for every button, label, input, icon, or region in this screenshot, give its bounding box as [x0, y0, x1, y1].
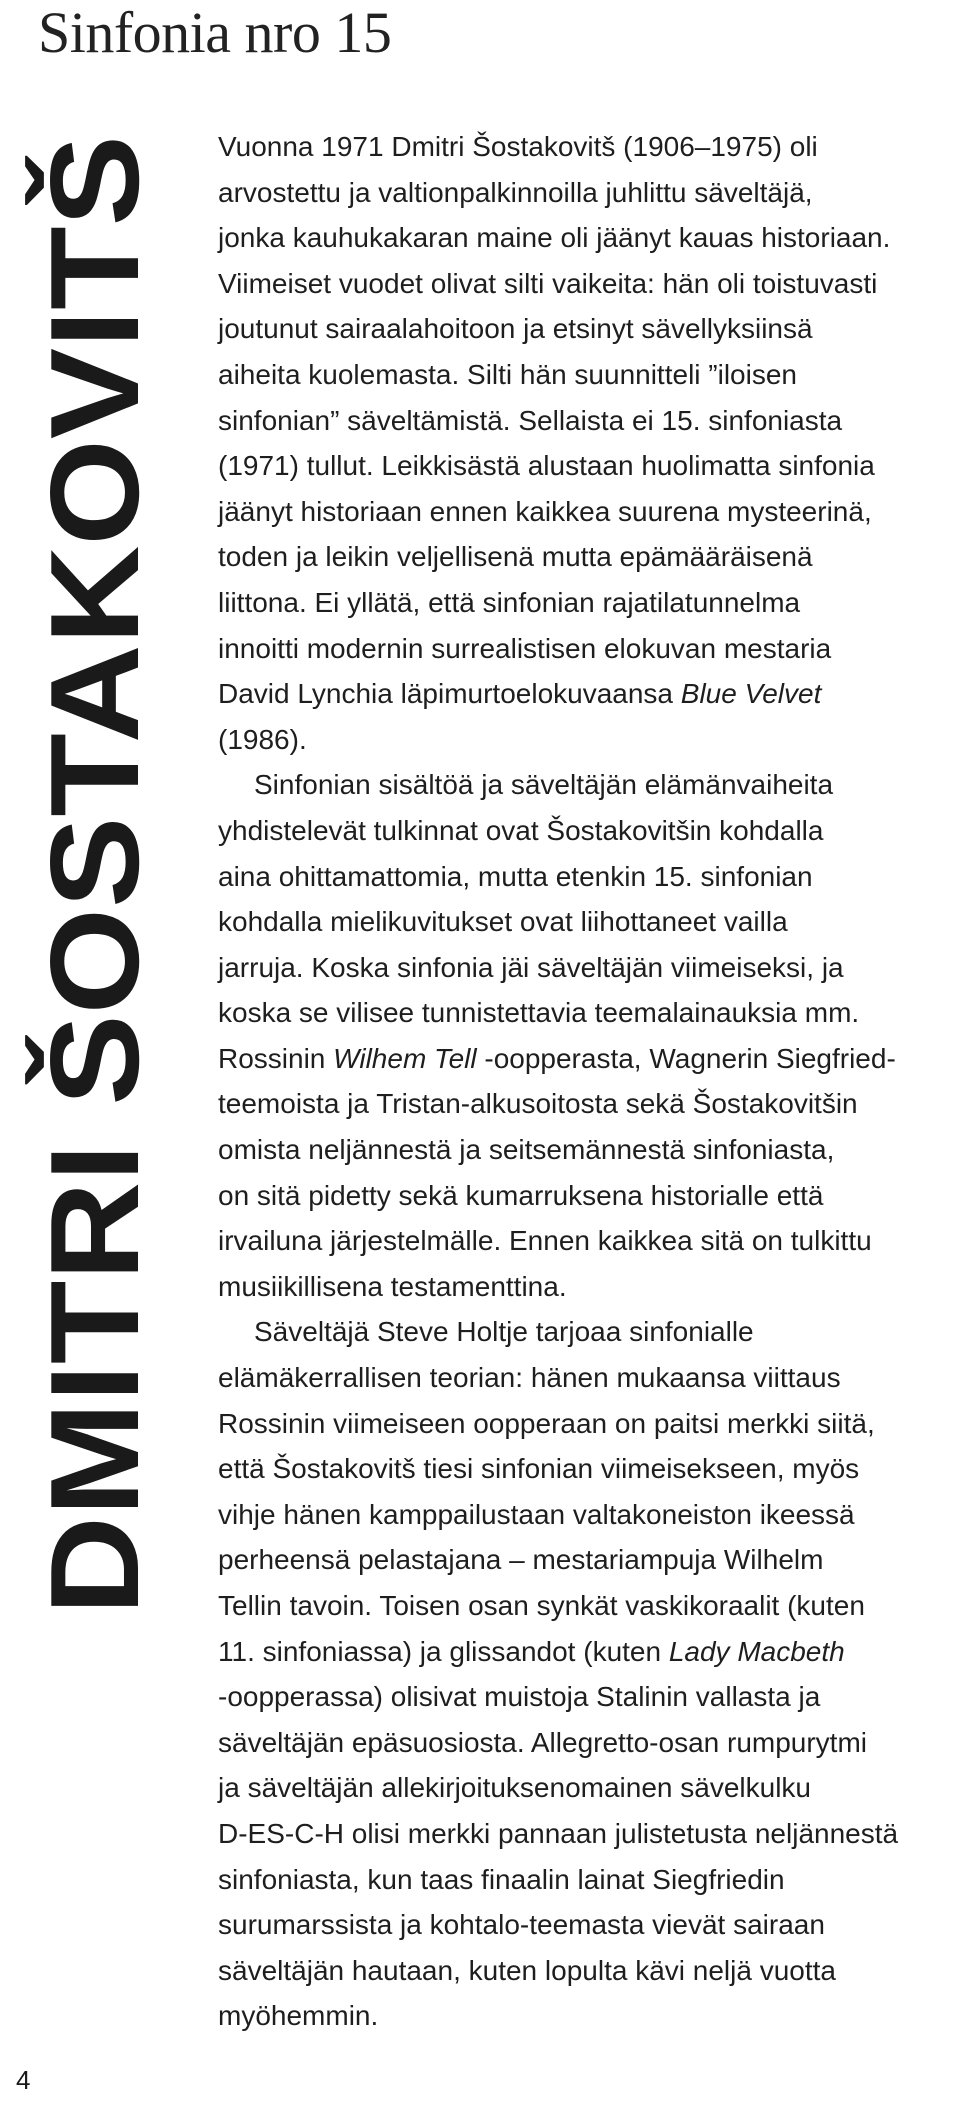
- body-line: vihje hänen kamppailustaan valtakoneiston ikeessä: [218, 1498, 855, 1530]
- body-line: Vuonna 1971 Dmitri Šostakovitš (1906–1975) oli: [218, 131, 818, 162]
- article-body: [218, 124, 960, 2039]
- body-line: jäänyt historiaan ennen kaikkea suurena mysteerinä,: [218, 495, 872, 527]
- body-line: myöhemmin.: [218, 2000, 379, 2032]
- film-title: Blue Velvet: [680, 678, 822, 710]
- body-line: arvostettu ja valtionpalkinnoilla juhlittu säveltäjä,: [218, 176, 813, 208]
- body-line: toden ja leikin veljellisenä mutta epämääräisenä: [218, 541, 813, 573]
- body-line: D-ES-C-H olisi merkki pannaan julistetusta neljännestä: [218, 1817, 899, 1849]
- side-heading-graphic: [24, 130, 165, 1620]
- body-line: jarruja. Koska sinfonia jäi säveltäjän viimeiseksi, ja: [218, 951, 844, 983]
- body-line: Tellin tavoin. Toisen osan synkät vaskikoraalit (kuten: [218, 1590, 865, 1621]
- body-line: [218, 1036, 960, 1082]
- body-line: (1986).: [218, 723, 307, 755]
- body-line: on sitä pidetty sekä kumarruksena historialle että: [218, 1179, 824, 1211]
- page-title: Sinfonia nro 15: [38, 0, 392, 65]
- opera-title: Lady Macbeth: [668, 1635, 845, 1667]
- body-line: ja säveltäjän allekirjoituksenomainen sävelkulku: [218, 1772, 811, 1804]
- body-line: Viimeiset vuodet olivat silti vaikeita: hän oli toistuvasti: [218, 267, 878, 299]
- body-line: [218, 671, 960, 717]
- body-line: innoitti modernin surrealistisen elokuvan mestaria: [218, 632, 832, 664]
- body-line: Rossinin viimeiseen oopperaan on paitsi merkki siitä,: [218, 1407, 875, 1439]
- body-text-segment: Rossinin: [218, 1042, 334, 1074]
- body-text-segment: -oopperasta, Wagnerin Siegfried-: [476, 1042, 896, 1074]
- side-heading: [24, 130, 165, 1620]
- body-line: joutunut sairaalahoitoon ja etsinyt sävellyksiinsä: [218, 313, 813, 345]
- body-line: säveltäjän epäsuosiosta. Allegretto-osan rumpurytmi: [218, 1726, 868, 1758]
- body-line: [218, 1629, 960, 1675]
- body-line: säveltäjän hautaan, kuten lopulta kävi neljä vuotta: [218, 1954, 836, 1986]
- body-line: teemoista ja Tristan-alkusoitosta sekä Šostakovitšin: [218, 1088, 858, 1120]
- body-line: liittona. Ei yllätä, että sinfonian rajatilatunnelma: [218, 586, 801, 618]
- body-line: aiheita kuolemasta. Silti hän suunnitteli ”iloisen: [218, 358, 797, 390]
- body-line: sinfonian” säveltämistä. Sellaista ei 15. sinfoniasta: [218, 404, 843, 436]
- paragraph-start-line: Säveltäjä Steve Holtje tarjoaa sinfonialle: [254, 1316, 754, 1348]
- side-heading-text: DMITRI ŠOSTAKOVITŠ: [24, 252, 165, 1615]
- paragraph-start-line: Sinfonian sisältöä ja säveltäjän elämänvaiheita: [254, 769, 834, 801]
- body-text-segment: David Lynchia läpimurtoelokuvaansa: [218, 678, 681, 710]
- body-line: irvailuna järjestelmälle. Ennen kaikkea sitä on tulkittu: [218, 1225, 872, 1257]
- body-line: -oopperassa) olisivat muistoja Stalinin vallasta ja: [218, 1681, 821, 1713]
- body-line: musiikillisena testamenttina.: [218, 1270, 567, 1302]
- body-line: surumarssista ja kohtalo-teemasta vievät sairaan: [218, 1909, 825, 1941]
- body-line: (1971) tullut. Leikkisästä alustaan huolimatta sinfonia: [218, 450, 875, 482]
- body-line: koska se vilisee tunnistettavia teemalainauksia mm.: [218, 997, 860, 1029]
- body-line: sinfoniasta, kun taas finaalin lainat Siegfriedin: [218, 1863, 785, 1895]
- body-line: aina ohittamattomia, mutta etenkin 15. sinfonian: [218, 860, 813, 892]
- body-line: omista neljännestä ja seitsemännestä sinfoniasta,: [218, 1134, 835, 1166]
- page-number: 4: [16, 2065, 31, 2095]
- body-line: että Šostakovitš tiesi sinfonian viimeisekseen, myös: [218, 1453, 860, 1485]
- body-line: kohdalla mielikuvitukset ovat liihottaneet vailla: [218, 906, 788, 938]
- body-line: yhdistelevät tulkinnat ovat Šostakovitšin kohdalla: [218, 814, 824, 846]
- body-line: perheensä pelastajana – mestariampuja Wilhelm: [218, 1544, 824, 1576]
- opera-title: Wilhem Tell: [333, 1042, 477, 1074]
- body-text-segment: 11. sinfoniassa) ja glissandot (kuten: [218, 1635, 669, 1667]
- body-line: jonka kauhukakaran maine oli jäänyt kauas historiaan.: [218, 222, 891, 254]
- body-line: elämäkerrallisen teorian: hänen mukaansa viittaus: [218, 1362, 841, 1394]
